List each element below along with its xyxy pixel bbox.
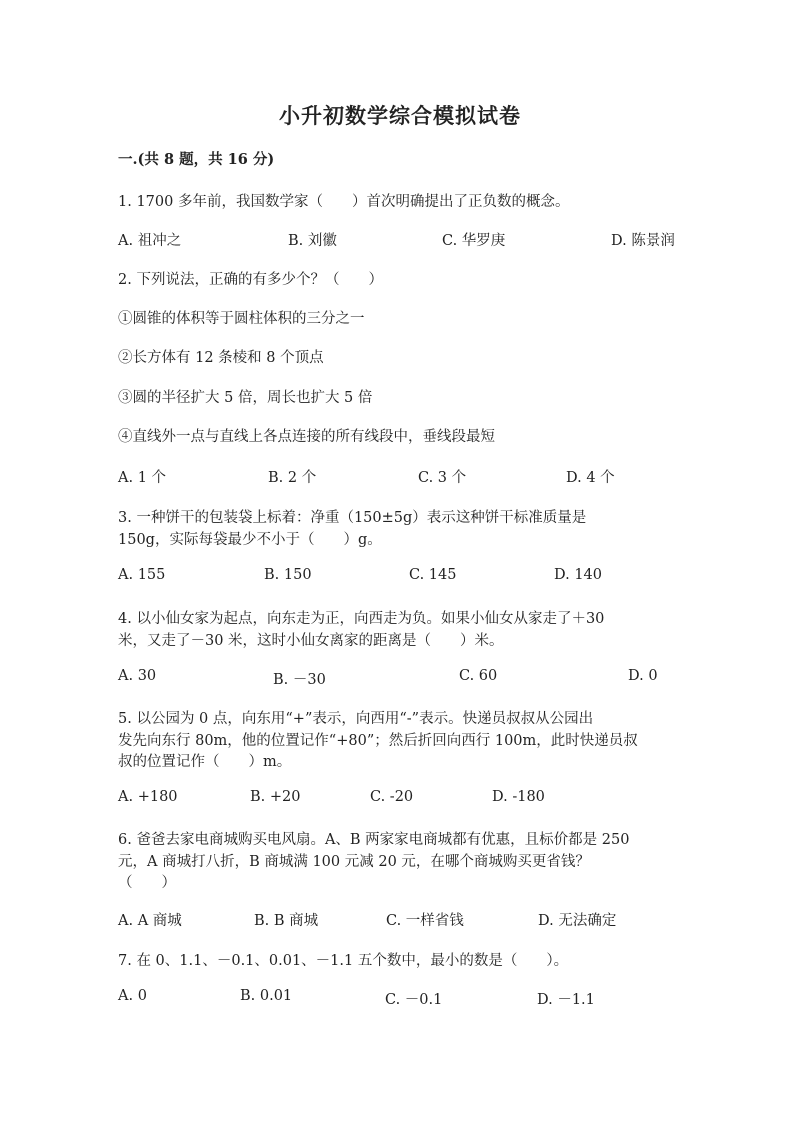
q6-option-a[interactable]: A. A 商城	[118, 913, 182, 929]
q2-option-c[interactable]: C. 3 个	[418, 470, 467, 486]
q6-option-b[interactable]: B. B 商城	[254, 913, 319, 929]
question-2-statement-4: ④直线外一点与直线上各点连接的所有线段中，垂线段最短	[118, 429, 495, 445]
question-5-text-line-3: 叔的位置记作（ ）m。	[118, 754, 292, 770]
q1-option-c[interactable]: C. 华罗庚	[442, 233, 506, 249]
q5-option-d[interactable]: D. -180	[492, 789, 545, 805]
question-6-text-line-1: 6. 爸爸去家电商城购买电风扇。A、B 两家家电商城都有优惠，且标价都是 250	[118, 832, 630, 848]
question-2-statement-3: ③圆的半径扩大 5 倍，周长也扩大 5 倍	[118, 390, 373, 406]
question-6-text-line-3: （ ）	[118, 875, 176, 891]
q1-option-d[interactable]: D. 陈景润	[611, 233, 675, 249]
q4-option-a[interactable]: A. 30	[118, 668, 157, 684]
question-2-options	[118, 466, 700, 486]
q7-option-b[interactable]: B. 0.01	[240, 988, 293, 1004]
page-title: 小升初数学综合模拟试卷	[279, 103, 521, 128]
q3-option-a[interactable]: A. 155	[118, 567, 166, 583]
question-5-options	[118, 789, 700, 809]
q3-option-c[interactable]: C. 145	[409, 567, 457, 583]
question-2-text: 2. 下列说法，正确的有多少个？（ ）	[118, 272, 383, 288]
question-4-text-line-2: 米，又走了－30 米，这时小仙女离家的距离是（ ）米。	[118, 633, 504, 649]
q1-option-a[interactable]: A. 祖冲之	[118, 233, 182, 249]
q7-option-d[interactable]: D. －1.1	[537, 992, 595, 1008]
question-5-text-line-2: 发先向东行 80m，他的位置记作“+80”；然后折回向西行 100m，此时快递员叔	[118, 733, 638, 749]
question-4-options	[118, 668, 700, 688]
question-3-text-line-2: 150g，实际每袋最少不小于（ ）g。	[118, 532, 382, 548]
q7-option-a[interactable]: A. 0	[118, 988, 147, 1004]
q1-option-b[interactable]: B. 刘徽	[288, 233, 337, 249]
q6-option-d[interactable]: D. 无法确定	[538, 913, 617, 929]
section-heading: 一.(共 8 题，共 16 分)	[118, 151, 275, 168]
q4-option-c[interactable]: C. 60	[459, 668, 498, 684]
question-5-text-line-1: 5. 以公园为 0 点，向东用“+”表示，向西用“-”表示。快递员叔叔从公园出	[118, 711, 594, 727]
question-7-options	[118, 988, 700, 1008]
q4-option-d[interactable]: D. 0	[628, 668, 658, 684]
question-2-statement-2: ②长方体有 12 条棱和 8 个顶点	[118, 350, 324, 366]
question-6-text-line-2: 元，A 商城打八折，B 商城满 100 元减 20 元，在哪个商城购买更省钱？	[118, 854, 590, 870]
q7-option-c[interactable]: C. －0.1	[385, 992, 443, 1008]
question-3-options	[118, 567, 700, 587]
q3-option-b[interactable]: B. 150	[264, 567, 312, 583]
question-7-text: 7. 在 0、1.1、－0.1、0.01、－1.1 五个数中，最小的数是（ ）。	[118, 953, 569, 969]
q5-option-b[interactable]: B. +20	[250, 789, 301, 805]
q5-option-a[interactable]: A. +180	[118, 789, 178, 805]
question-4-text-line-1: 4. 以小仙女家为起点，向东走为正，向西走为负。如果小仙女从家走了＋30	[118, 611, 605, 627]
question-1-text: 1. 1700 多年前，我国数学家（ ）首次明确提出了正负数的概念。	[118, 194, 570, 210]
question-2-statement-1: ①圆锥的体积等于圆柱体积的三分之一	[118, 311, 365, 327]
q2-option-d[interactable]: D. 4 个	[566, 470, 615, 486]
question-3-text-line-1: 3. 一种饼干的包装袋上标着：净重（150±5g）表示这种饼干标准质量是	[118, 510, 587, 526]
q2-option-b[interactable]: B. 2 个	[268, 470, 317, 486]
question-1-options	[118, 229, 700, 249]
q6-option-c[interactable]: C. 一样省钱	[386, 913, 464, 929]
q4-option-b[interactable]: B. －30	[273, 672, 326, 688]
q3-option-d[interactable]: D. 140	[554, 567, 603, 583]
question-6-options	[118, 909, 700, 929]
q2-option-a[interactable]: A. 1 个	[118, 470, 167, 486]
q5-option-c[interactable]: C. -20	[370, 789, 414, 805]
